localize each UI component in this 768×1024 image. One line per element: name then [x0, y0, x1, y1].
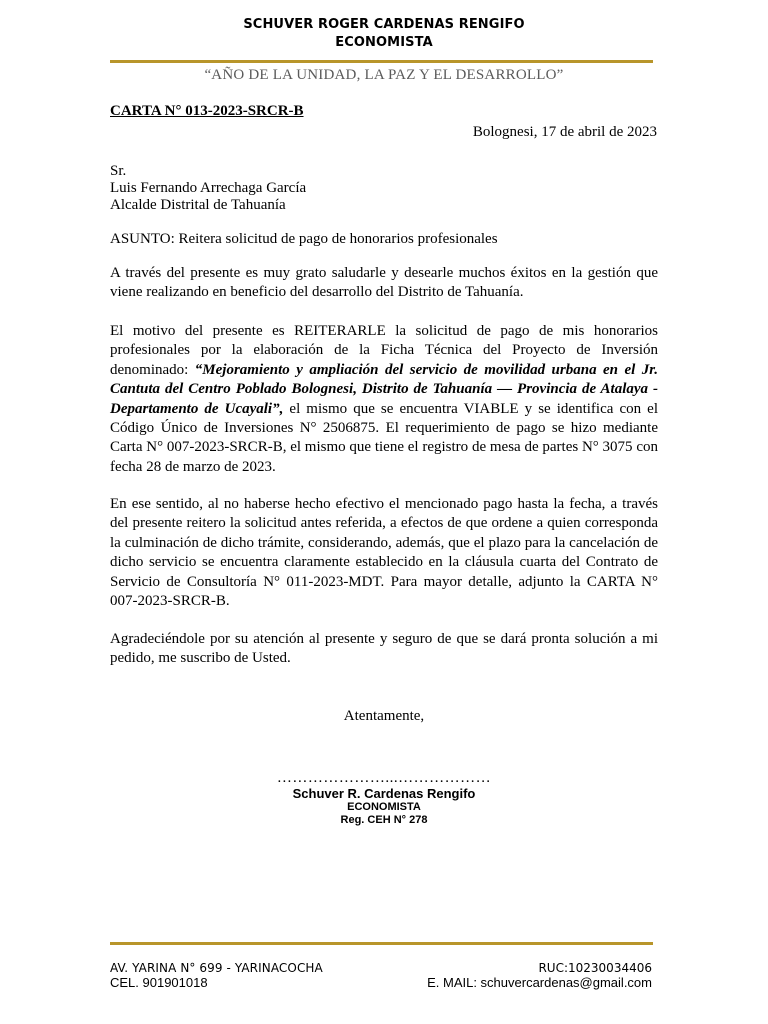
letter-number: CARTA N° 013-2023-SRCR-B — [110, 103, 304, 119]
header-divider — [110, 60, 653, 63]
salutation: Sr. — [110, 163, 127, 179]
signature-line: …………………...……………… — [276, 770, 492, 786]
footer-ruc: RUC:10230034406 — [538, 961, 652, 975]
project-name: “Mejoramiento y ampliación del servicio de movilidad urbana en el Jr. Cantuta del Centro Poblado Bolognesi, Distrito de Tahuanía — Provincia de Atalaya - Departamento de Ucayali”, — [110, 361, 659, 417]
recipient-title: Alcalde Distrital de Tahuanía — [110, 197, 286, 213]
paragraph-thanks: Agradeciéndole por su atención al presente y seguro de que se dará pronta solución a mi pedido, me suscribo de Usted. — [110, 631, 658, 667]
letterhead-profession: ECONOMISTA — [335, 35, 433, 50]
subject-line: ASUNTO: Reitera solicitud de pago de honorarios profesionales — [110, 231, 498, 247]
closing-text: Atentamente, — [343, 708, 425, 724]
letter-date: Bolognesi, 17 de abril de 2023 — [472, 124, 657, 140]
footer-divider — [110, 942, 653, 945]
paragraph-motive — [110, 322, 658, 477]
paragraph-greeting: A través del presente es muy grato saludarle y desearle muchos éxitos en la gestión que viene realizando en beneficio del desarrollo del Distrito de Tahuanía. — [110, 265, 658, 301]
recipient-name: Luis Fernando Arrechaga García — [110, 180, 307, 196]
paragraph-motive-intro: El motivo del presente es REITERARLE la solicitud de pago de mis honorarios profesionales por la elaboración de la Ficha Técnica del Proyecto de Inversión denominado: — [110, 323, 658, 378]
signature-registration: Reg. CEH N° 278 — [340, 814, 428, 826]
paragraph-motive-rest: el mismo que se encuentra VIABLE y se identifica con el Código Único de Inversiones N° 2506875. El requerimiento de pago se hizo mediante Carta N° 007-2023-SRCR-B, el mismo que tiene el registro de mesa de partes N° 3075 con fecha 28 de marzo de 2023. — [110, 400, 658, 475]
footer-address: AV. YARINA N° 699 - YARINACOCHA — [110, 961, 323, 975]
paragraph-request: En ese sentido, al no haberse hecho efectivo el mencionado pago hasta la fecha, a través del presente reitero la solicitud antes referida, a efectos de que ordene a quien corresponda la culminación de dicho trámite, considerando, además, que el plazo para la cancelación de dicho servicio se encuentra claramente establecido en la cláusula cuarta del Contrato de Servicio de Consultoría N° 011-2023-MDT. Para mayor detalle, adjunto la CARTA N° 007-2023-SRCR-B. — [110, 496, 658, 610]
letterhead-name: SCHUVER ROGER CARDENAS RENGIFO — [243, 17, 525, 32]
signature-role: ECONOMISTA — [347, 801, 421, 813]
year-motto: “AÑO DE LA UNIDAD, LA PAZ Y EL DESARROLLO” — [204, 67, 564, 83]
signature-name: Schuver R. Cardenas Rengifo — [292, 786, 476, 801]
closing — [0, 708, 768, 725]
footer-phone: CEL. 901901018 — [110, 975, 208, 990]
footer-email: E. MAIL: schuvercardenas@gmail.com — [427, 975, 652, 990]
